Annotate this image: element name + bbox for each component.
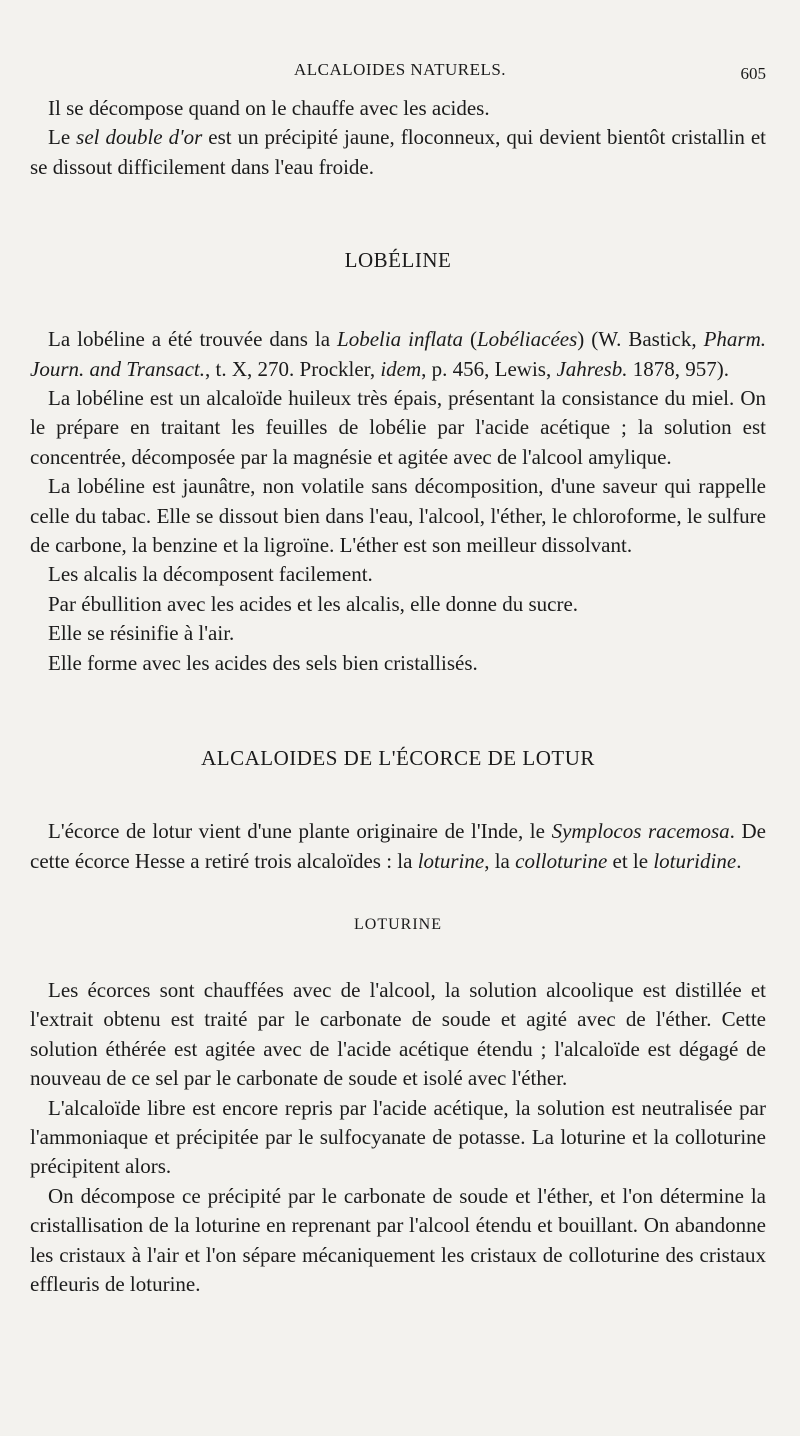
paragraph: La lobéline a été trouvée dans la Lobelia inflata (Lobéliacées) (W. Bastick, Pharm. Journ. and Transact., t. X, 270. Prockler, idem, p. 456, Lewis, Jahresb. 1878, 957). [30, 327, 766, 381]
paragraph: L'écorce de lotur vient d'une plante originaire de l'Inde, le Symplocos racemosa. De cette écorce Hesse a retiré trois alcaloïdes : la loturine, la colloturine et le loturidine. [30, 819, 766, 873]
paragraph: La lobéline est un alcaloïde huileux très épais, présentant la consistance du miel. On le prépare en traitant les feuilles de lobélie par l'acide acétique ; la solution est concentrée, décomposée par la magnésie et agitée avec de l'alcool amylique. [30, 386, 766, 469]
paragraph: On décompose ce précipité par le carbonate de soude et l'éther, et l'on détermine la cristallisation de la loturine en reprenant par l'alcool étendu et bouillant. On abandonne les cristaux à l'air et l'on sépare mécaniquement les cristaux de colloturine des cristaux effleuris de loturine. [30, 1183, 766, 1296]
page-body [30, 94, 766, 1299]
paragraph: Elle forme avec les acides des sels bien cristallisés. [48, 650, 478, 675]
running-head [0, 58, 800, 86]
paragraph: Par ébullition avec les acides et les alcalis, elle donne du sucre. [48, 591, 579, 616]
paragraph: Il se décompose quand on le chauffe avec les acides. [48, 96, 490, 120]
running-title: ALCALOIDES NATURELS. [293, 60, 507, 79]
paragraph: La lobéline est jaunâtre, non volatile sans décomposition, d'une saveur qui rappelle celle du tabac. Elle se dissout bien dans l'eau, l'alcool, l'éther, le chloroforme, le sulfure de carbone, la benzine et la ligroïne. L'éther est son meilleur dissolvant. [30, 474, 766, 558]
paragraph: Les alcalis la décomposent facilement. [48, 562, 373, 587]
paragraph: L'alcaloïde libre est encore repris par l'acide acétique, la solution est neutralisée par l'ammoniaque et précipitée par le sulfocyanate de potasse. La loturine et la colloturine précipitent alors. [30, 1095, 766, 1179]
subsection-heading-loturine: LOTURINE [354, 915, 442, 933]
section-heading-lotur: ALCALOIDES DE L'ÉCORCE DE LOTUR [201, 746, 595, 771]
page-number: 605 [740, 64, 766, 83]
paragraph: Le sel double d'or est un précipité jaune, floconneux, qui devient bientôt cristallin et se dissout difficilement dans l'eau froide. [30, 125, 766, 179]
section-heading-lobeline: LOBÉLINE [344, 248, 452, 273]
paragraph: Les écorces sont chauffées avec de l'alcool, la solution alcoolique est distillée et l'extrait obtenu est traité par le carbonate de soude et agité avec de l'éther. Cette solution éthérée est agitée avec de l'acide acétique étendu ; l'alcaloïde est dégagé de nouveau de ce sel par le carbonate de soude et isolé avec l'éther. [30, 977, 766, 1091]
paragraph: Elle se résinifie à l'air. [48, 621, 235, 646]
